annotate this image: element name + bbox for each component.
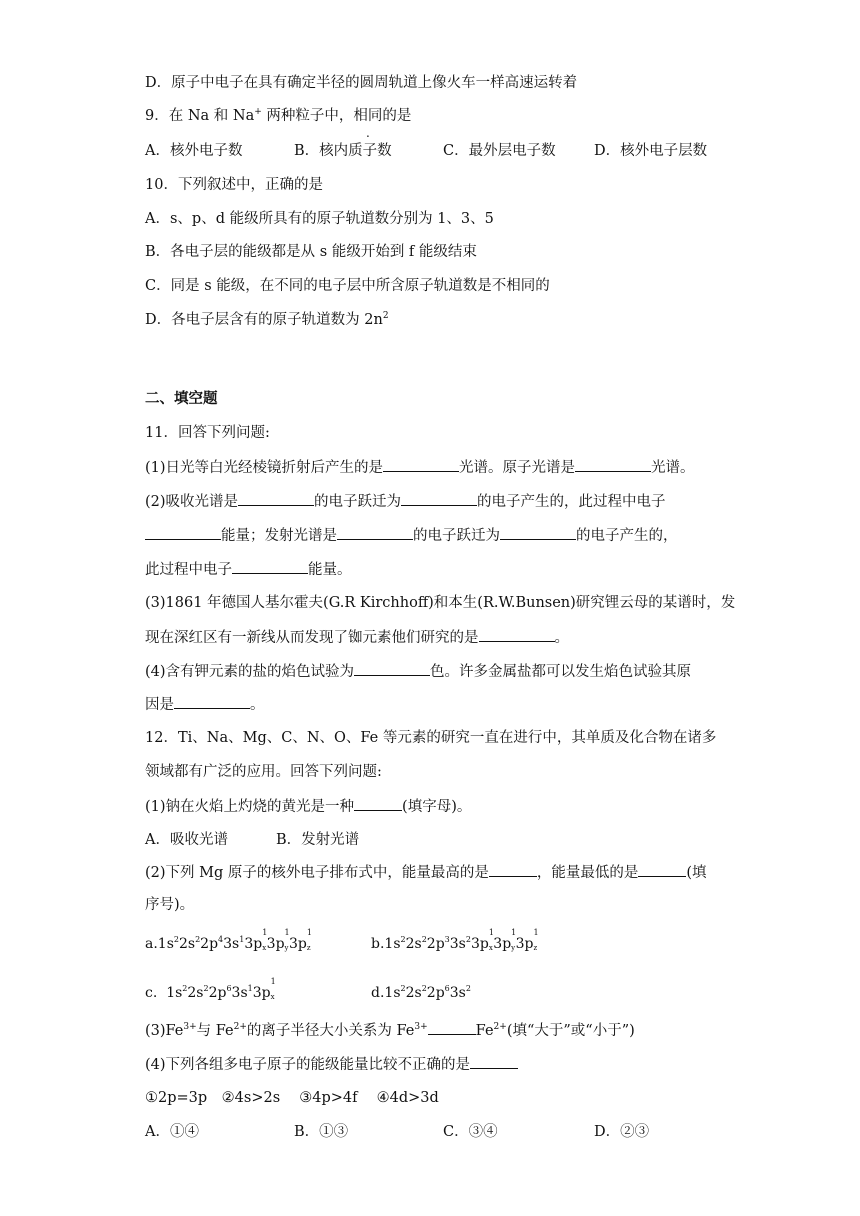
answer-blank[interactable]: [479, 627, 555, 642]
q10-option-d: D．各电子层含有的原子轨道数为 $2n^2$: [145, 311, 389, 328]
q12-part2-line2: 序号)。: [145, 897, 195, 913]
q12-stem-line2: 领域都有广泛的应用。回答下列问题:: [145, 764, 382, 780]
q12-part4: (4)下列各组多电子原子的能级能量比较不正确的是: [145, 1054, 518, 1075]
q12-part4-option-d: D．②③: [594, 1124, 650, 1140]
answer-blank[interactable]: [238, 491, 314, 506]
q9-option-a: A．核外电子数: [145, 143, 243, 159]
answer-blank[interactable]: [145, 525, 221, 540]
q11-part4-line1: (4)含有钾元素的盐的焰色试验为 色。许多金属盐都可以发生焰色试验其原: [145, 661, 691, 682]
q9-option-c: C．最外层电子数: [443, 143, 556, 159]
config-b: $b.1s^22s^22p^33s^23p$ 1 x 3p 1 y 3p 1 z: [371, 928, 539, 952]
q10-stem: 10．下列叙述中，正确的是: [145, 177, 323, 193]
q11-part1: (1)日光等白光经棱镜折射后产生的是 光谱。原子光谱是 光谱。: [145, 457, 695, 478]
answer-blank[interactable]: [470, 1054, 518, 1069]
q9-option-d: D．核外电子层数: [594, 143, 708, 159]
q12-part1: (1)钠在火焰上灼烧的黄光是一种 (填字母)。: [145, 796, 471, 817]
q9-option-b: B．核内质子数: [294, 143, 392, 159]
section-title: 二、填空题: [145, 390, 218, 407]
q11-part2-line2: 能量；发射光谱是 的电子跃迁为 的电子产生的，: [145, 525, 678, 546]
q10-option-a: A．s、p、d 能级所具有的原子轨道数分别为 1、3、5: [145, 211, 494, 227]
q12-part4-items: ①2p=3p ②4s>2s ③4p>4f ④4d>3d: [145, 1090, 439, 1106]
q11-part3-line1: (3)1861 年德国人基尔霍夫(G.R Kirchhoff)和本生(R.W.Bunsen)研究锂云母的某谱时，发: [145, 595, 736, 611]
q11-part4-line2: 因是 。: [145, 694, 265, 715]
answer-blank[interactable]: [575, 457, 651, 472]
config-d: $d.1s^22s^22p^63s^2$: [371, 984, 471, 1001]
answer-blank[interactable]: [428, 1020, 476, 1035]
emphasis-dot: 相同: [353, 108, 383, 124]
answer-blank[interactable]: [337, 525, 413, 540]
q9-stem: 9．在 Na 和 Na+ 两种粒子中，相同的是: [145, 107, 412, 124]
answer-blank[interactable]: [354, 796, 402, 811]
q10-option-c: C．同是 s 能级，在不同的电子层中所含原子轨道数是不相同的: [145, 278, 550, 294]
answer-blank[interactable]: [354, 661, 430, 676]
answer-blank[interactable]: [232, 559, 308, 574]
answer-blank[interactable]: [489, 862, 537, 877]
q12-part1-option-a: A．吸收光谱: [145, 832, 228, 848]
q11-part2-line3: 此过程中电子 能量。: [145, 559, 352, 580]
q10-option-b: B．各电子层的能级都是从 s 能级开始到 f 能级结束: [145, 244, 477, 260]
q12-part4-option-a: A．①④: [145, 1124, 199, 1140]
q12-part1-option-b: B．发射光谱: [276, 832, 360, 848]
q8-option-d: D．原子中电子在具有确定半径的圆周轨道上像火车一样高速运转着: [145, 75, 578, 91]
q12-part4-option-c: C．③④: [443, 1124, 498, 1140]
config-c: c. $1s^22s^22p^63s^13p$ 1 x: [145, 977, 276, 1001]
q11-part3-line2: 现在深红区有一新线从而发现了铷元素他们研究的是 。: [145, 627, 569, 648]
answer-blank[interactable]: [174, 694, 250, 709]
q11-stem: 11．回答下列问题:: [145, 425, 270, 441]
q11-part2-line1: (2)吸收光谱是 的电子跃迁为 的电子产生的，此过程中电子: [145, 491, 666, 512]
q12-part2-line1: (2)下列 Mg 原子的核外电子排布式中，能量最高的是 ，能量最低的是 (填: [145, 862, 707, 883]
answer-blank[interactable]: [638, 862, 686, 877]
q12-part3: $(3)Fe^{3+}$与 $Fe^{2+}$的离子半径大小关系为 $Fe^{3+}$ $Fe^{2+}$(填“大于”或“小于”): [145, 1022, 635, 1039]
q12-stem-line1: 12．Ti、Na、Mg、C、N、O、Fe 等元素的研究一直在进行中，其单质及化合物在诸多: [145, 730, 717, 746]
q12-part4-option-b: B．①③: [294, 1124, 349, 1140]
answer-blank[interactable]: [383, 457, 459, 472]
answer-blank[interactable]: [401, 491, 477, 506]
config-a: $a.1s^22s^22p^43s^13p$ 1 x 3p 1 y 3p 1 z: [145, 928, 312, 952]
answer-blank[interactable]: [500, 525, 576, 540]
